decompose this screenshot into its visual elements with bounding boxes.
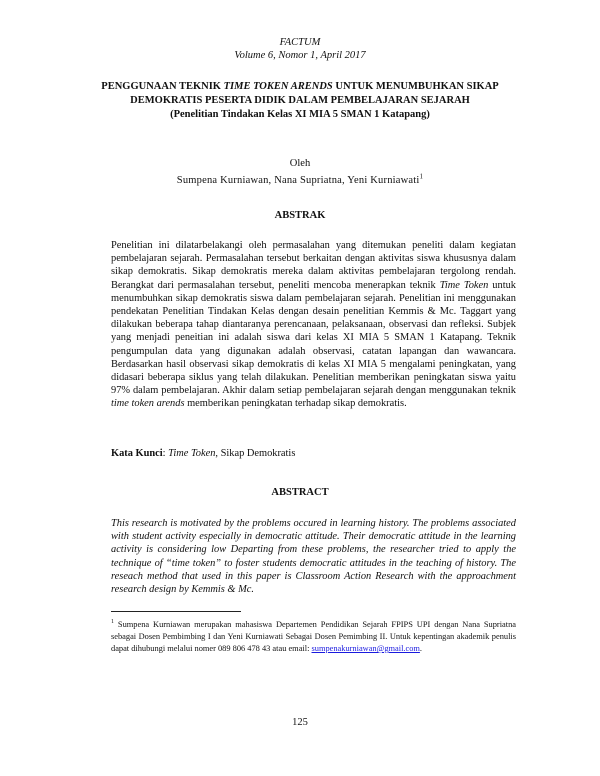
footnote-marker: 1	[111, 619, 114, 626]
keywords-line	[111, 447, 516, 460]
footnote-text: Sumpena Kurniawan merupakan mahasiswa Departemen Pendidikan Sejarah FPIPS UPI dengan Nana Supriatna sebagai Dosen Pembimbing I dan Yeni Kurniawati Sebagai Dosen Pemimbing II. Untuk kepentingan akademik penulis dapat dihubungi melalui nomer 089 806 478 43 atau email:	[111, 620, 516, 653]
abstrak-italic-2: time token arends	[111, 398, 185, 410]
abstrak-text-2: untuk menumbuhkan sikap demokratis siswa dalam pembelajaran sejarah. Penelitian ini menggunakan pendekatan Penelitian Tindakan Kelas dengan desain penelitian Kemmis & Mc. Taggart yang dilakukan beberapa tahap diantaranya perencanaan, pelaksanaan, observasi dan refleksi. Subjek yang menjadi peneitian ini adalah siswa dari kelas XI MIA 5 SMAN 1 Katapang. Teknik pengumpulan data yang digunakan adalah observasi, catatan lapangan dan wawancara. Berdasarkan hasil observasi sikap demokratis di kelas XI MIA 5 mengalami peningkatan, yang didasari beberapa siklus yang telah dilakukan. Penelitian memberikan peningkatan siswa yaitu 97% dalam pembelajaran. Akhir dalam setiap pembelajaran sejarah dengan menggunakan teknik	[111, 279, 516, 397]
author-footnote-marker: 1	[419, 172, 424, 181]
byline-oleh: Oleh	[289, 158, 311, 169]
keywords-italic: Time Token	[168, 448, 216, 459]
footnote-end: .	[419, 644, 423, 653]
author-names: Sumpena Kurniawan, Nana Supriatna, Yeni Kurniawati	[176, 175, 420, 186]
title-part-1: PENGGUNAAN TEKNIK	[101, 81, 224, 92]
keywords-label: Kata Kunci	[111, 448, 163, 459]
keywords-separator: :	[162, 448, 169, 459]
abstrak-text-1: Penelitian ini dilatarbelakangi oleh permasalahan yang ditemukan peneliti dalam kegiatan pembelajaran sejarah. Permasalahan tersebut berkaitan dengan aktivitas siswa khususnya dalam sikap demokratis. Sikap demokratis mereka dalam aktivitas pembelajaran tergolong rendah. Berangkat dari permasalahan tersebut, peneliti mencoba menerapkan teknik	[111, 240, 516, 291]
abstrak-heading: ABSTRAK	[274, 210, 326, 221]
journal-header	[0, 36, 600, 62]
abstract-heading: ABSTRACT	[271, 487, 329, 498]
abstract-paragraph: This research is motivated by the problems occured in learning history. The problems associated with student activity especially in democratic attitude. Their democratic attitude in the learning activity is considering low Departing from these problems, the researcher tried to apply the technique of “time token” to foster students democratic attitudes in the teaching of history. The reseach method that used in this paper is Classroom Action Research with the approachment research design by Kemmis & Mc.	[111, 518, 516, 596]
footnote-email-link[interactable]: sumpenakurniawan@gmail.com	[311, 644, 420, 653]
abstrak-italic-1: Time Token	[439, 279, 489, 291]
footnote-divider	[111, 611, 241, 612]
journal-name: FACTUM	[279, 37, 321, 48]
page-number: 125	[292, 717, 308, 728]
title-italic-part: TIME TOKEN ARENDS	[223, 81, 333, 92]
title-subtitle: (Penelitian Tindakan Kelas XI MIA 5 SMAN 1 Katapang)	[170, 109, 430, 120]
paper-title	[100, 80, 500, 122]
title-part-3: UNTUK MENUMBUHKAN SIKAP DEMOKRATIS PESERTA DIDIK DALAM PEMBELAJARAN SEJARAH	[130, 81, 499, 106]
keywords-rest: , Sikap Demokratis	[215, 448, 296, 459]
abstrak-paragraph	[111, 239, 516, 411]
author-list	[0, 174, 600, 188]
abstrak-text-3: memberikan peningkatan terhadap sikap demokratis.	[184, 398, 407, 410]
journal-issue: Volume 6, Nomor 1, April 2017	[234, 50, 366, 61]
footnote	[111, 619, 516, 655]
